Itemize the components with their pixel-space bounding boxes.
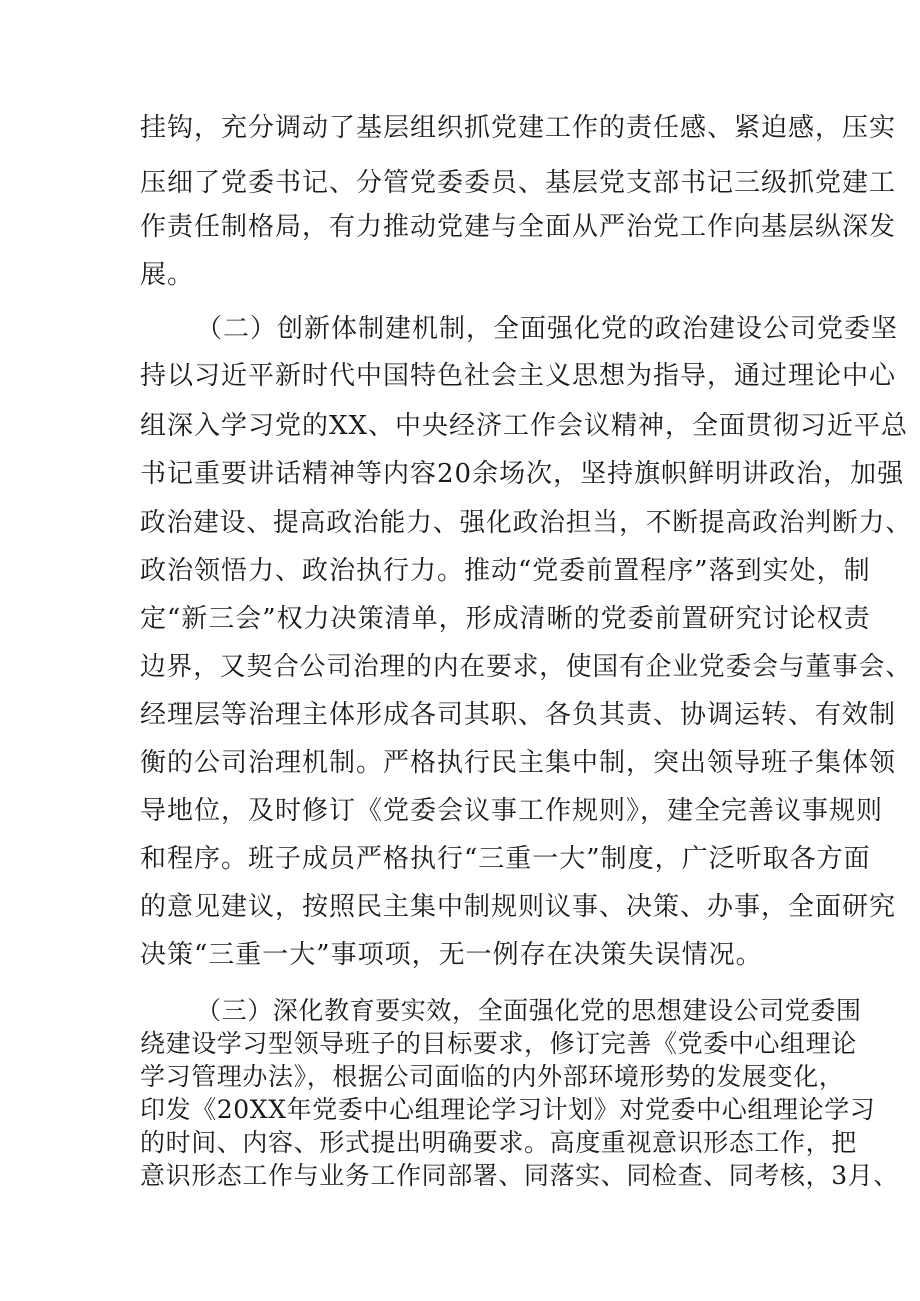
paragraph-line: 学习管理办法》，根据公司面临的内外部环境形势的发展变化， <box>140 1062 845 1091</box>
paragraph-line: 意识形态工作与业务工作同部署、同落实、同检查、同考核，3月、 <box>140 1161 899 1190</box>
paragraph-line: 政治领悟力、政治执行力。推动“党委前置程序”落到实处，制 <box>140 556 871 586</box>
paragraph-line: 作责任制格局，有力推动党建与全面从严治党工作向基层纵深发 <box>140 212 897 242</box>
paragraph-line: 的意见建议，按照民主集中制规则议事、决策、办事，全面研究 <box>140 892 897 922</box>
paragraph-line: 经理层等治理主体形成各司其职、各负其责、协调运转、有效制 <box>140 700 897 730</box>
paragraph-line: 政治建设、提高政治能力、强化政治担当，不断提高政治判断力、 <box>140 508 913 538</box>
paragraph-line: 和程序。班子成员严格执行“三重一大”制度，广泛听取各方面 <box>140 844 871 874</box>
paragraph-line: 边界，又契合公司治理的内在要求，使国有企业党委会与董事会、 <box>140 652 913 682</box>
paragraph-line: 挂钩，充分调动了基层组织抓党建工作的责任感、紧迫感，压实 <box>140 113 897 143</box>
paragraph-line: 展。 <box>140 260 195 290</box>
paragraph-line: 印发《20XX年党委中心组理论学习计划》对党委中心组理论学习 <box>140 1095 876 1124</box>
paragraph-line: 绕建设学习型领导班子的目标要求，修订完善《党委中心组理论 <box>140 1029 857 1058</box>
paragraph-line: 定“新三会”权力决策清单，形成清晰的党委前置研究讨论权责 <box>140 604 871 634</box>
paragraph-line: 书记重要讲话精神等内容20余场次，坚持旗帜鲜明讲政治，加强 <box>140 459 905 489</box>
paragraph-line: 持以习近平新时代中国特色社会主义思想为指导，通过理论中心 <box>140 361 897 391</box>
paragraph-line: 决策“三重一大”事项项，无一例存在决策失误情况。 <box>140 940 763 970</box>
paragraph-line: 的时间、内容、形式提出明确要求。高度重视意识形态工作，把 <box>140 1128 857 1157</box>
paragraph-line: 衡的公司治理机制。严格执行民主集中制，突出领导班子集体领 <box>140 748 897 778</box>
paragraph-line: 组深入学习党的XX、中央经济工作会议精神，全面贯彻习近平总 <box>140 411 909 441</box>
paragraph-line: 压细了党委书记、分管党委委员、基层党支部书记三级抓党建工 <box>140 168 897 198</box>
paragraph-line: （二）创新体制建机制，全面强化党的政治建设公司党委坚 <box>196 314 899 344</box>
paragraph-line: 导地位，及时修订《党委会议事工作规则》，建全完善议事规则 <box>140 796 884 826</box>
paragraph-line: （三）深化教育要实效，全面强化党的思想建设公司党委围 <box>196 996 862 1025</box>
